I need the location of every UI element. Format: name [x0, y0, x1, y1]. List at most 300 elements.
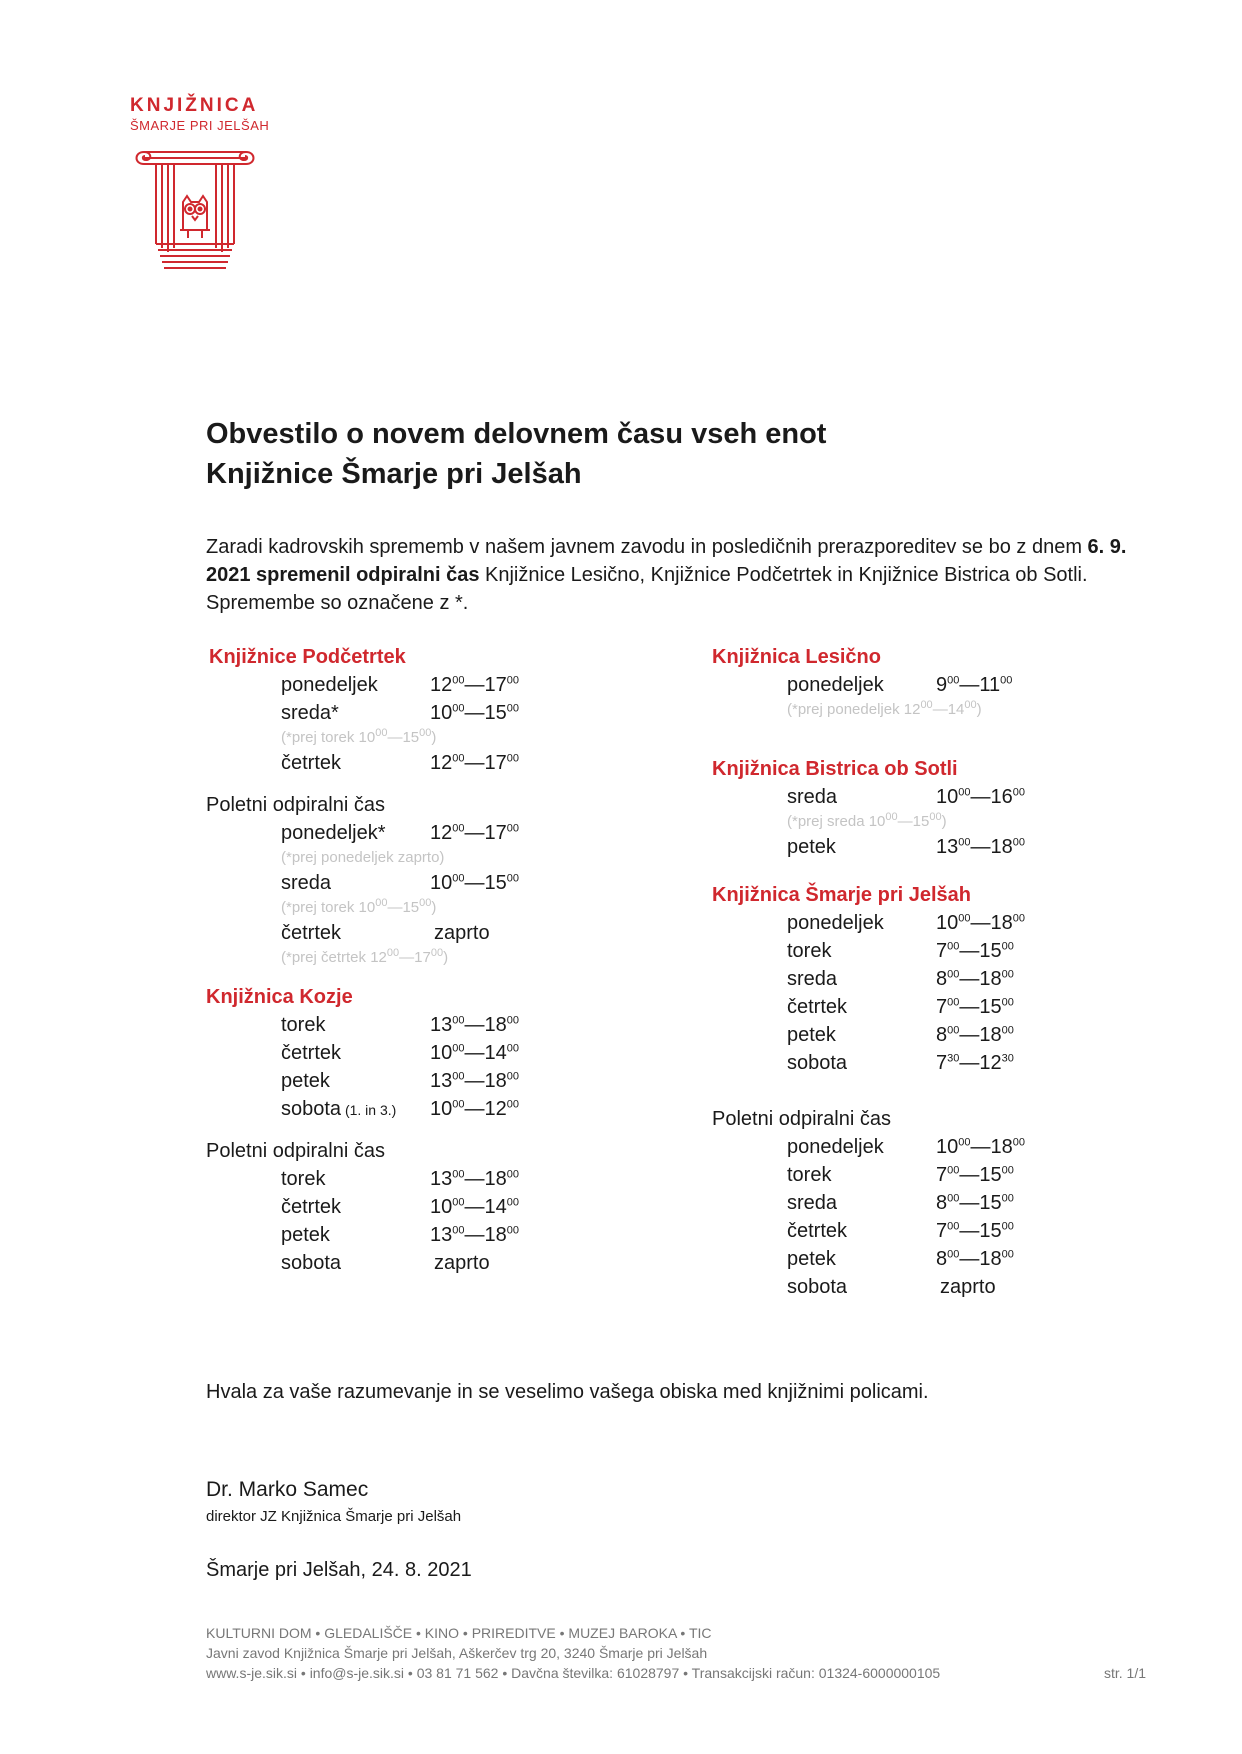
hour-dash: — — [959, 968, 980, 990]
hour-from: 7 — [936, 996, 948, 1018]
hour-from: 10 — [430, 1042, 453, 1064]
hour-to: 17 — [484, 822, 507, 844]
day-label — [787, 1049, 847, 1077]
minute-from: 00 — [947, 1164, 960, 1177]
footer-line-1: KULTURNI DOM • GLEDALIŠČE • KINO • PRIREDITVE • MUZEJ BAROKA • TIC — [206, 1625, 712, 1641]
signature-role: direktor JZ Knjižnica Šmarje pri Jelšah — [206, 1508, 462, 1525]
opening-hours — [936, 783, 1025, 811]
intro-text-1: Zaradi kadrovskih sprememb v našem javnem zavodu in posledičnih prerazporeditev se bo z dnem — [206, 536, 1088, 558]
schedule-row — [712, 833, 1182, 861]
hour-to: 18 — [990, 1136, 1013, 1158]
hour-from: 8 — [936, 1024, 948, 1046]
day-label — [787, 937, 831, 965]
hour-from: 12 — [430, 674, 453, 696]
hour-dash: — — [959, 674, 980, 696]
minute-to: 00 — [506, 1196, 519, 1209]
minute-from: 00 — [452, 872, 465, 885]
hour-from: 7 — [936, 1220, 948, 1242]
schedule-row — [206, 1193, 676, 1221]
hour-to: 18 — [484, 1070, 507, 1092]
day-name: četrtek — [281, 922, 342, 944]
note-text: —14 — [932, 701, 965, 718]
note-text: —17 — [399, 949, 431, 966]
schedule-row — [712, 671, 1182, 699]
schedule-row — [206, 919, 676, 947]
hour-dash: — — [464, 872, 485, 894]
hour-dash: — — [959, 1024, 980, 1046]
hour-dash: — — [959, 1220, 980, 1242]
opening-hours — [430, 869, 519, 897]
day-label — [787, 1273, 847, 1301]
day-name: torek — [787, 940, 832, 962]
hour-dash: — — [959, 940, 980, 962]
schedule-row — [712, 1049, 1182, 1077]
opening-hours — [430, 1193, 519, 1221]
schedule-row — [712, 909, 1182, 937]
minute-to: 00 — [506, 872, 519, 885]
minute-from: 00 — [452, 1224, 465, 1237]
day-name: ponedeljek — [787, 1136, 884, 1158]
opening-hours — [936, 1133, 1025, 1161]
minute-from: 00 — [947, 940, 960, 953]
hour-from: 7 — [936, 1164, 948, 1186]
minute-from: 00 — [958, 912, 971, 925]
day-name: ponedeljek — [787, 674, 884, 696]
minute-from: 00 — [452, 822, 465, 835]
minute-from: 00 — [958, 786, 971, 799]
minute-to: 00 — [1001, 1220, 1014, 1233]
minute-from: 00 — [452, 1070, 465, 1083]
right-column — [712, 643, 1182, 1301]
day-label — [281, 1193, 341, 1221]
note-text: ) — [941, 813, 947, 830]
opening-hours — [430, 671, 519, 699]
minute-to: 00 — [1000, 674, 1013, 687]
lesicno-schedule — [712, 671, 1182, 721]
hour-from: 10 — [430, 1196, 453, 1218]
note-text: —15 — [897, 813, 930, 830]
day-name: četrtek — [787, 1220, 848, 1242]
opening-hours — [430, 1165, 519, 1193]
title-line-2: Knjižnice Šmarje pri Jelšah — [206, 458, 582, 490]
opening-hours — [430, 1095, 519, 1123]
hour-to: 18 — [990, 836, 1013, 858]
note-sup: 00 — [386, 947, 400, 959]
day-name: sreda — [787, 1192, 838, 1214]
day-label — [281, 869, 331, 897]
day-label — [787, 965, 837, 993]
opening-hours — [936, 1189, 1014, 1217]
minute-from: 00 — [452, 1014, 465, 1027]
minute-to: 00 — [1001, 1248, 1014, 1261]
hour-to: 11 — [979, 674, 1001, 696]
schedule-row — [712, 1189, 1182, 1217]
hour-from: 10 — [430, 702, 453, 724]
hour-to: 17 — [484, 752, 507, 774]
smarje-summer-schedule — [712, 1133, 1182, 1301]
hour-dash: — — [970, 836, 991, 858]
day-name: petek — [787, 836, 836, 858]
minute-from: 00 — [452, 1042, 465, 1055]
hour-to: 18 — [484, 1014, 507, 1036]
library-logo — [130, 96, 290, 270]
day-name: sobota — [787, 1276, 848, 1298]
intro-paragraph — [206, 533, 1156, 617]
schedule-row — [206, 749, 676, 777]
hour-dash: — — [464, 822, 485, 844]
hour-to: 12 — [484, 1098, 507, 1120]
schedule-row — [712, 937, 1182, 965]
minute-from: 00 — [452, 1168, 465, 1181]
minute-to: 00 — [1012, 836, 1025, 849]
schedule-row — [206, 1011, 676, 1039]
opening-hours — [936, 1217, 1014, 1245]
minute-from: 00 — [947, 1220, 960, 1233]
day-name: sobota — [281, 1252, 342, 1274]
hour-from: 10 — [430, 872, 453, 894]
note-sup: 00 — [430, 947, 444, 959]
intro-text-2: Knjižnice Lesično, Knjižnice Podčetrtek in Knjižnice Bistrica ob Sotli. Spremembe so označene z *. — [206, 564, 1088, 614]
place-date: Šmarje pri Jelšah, 24. 8. 2021 — [206, 1559, 472, 1581]
day-name: sreda — [281, 872, 332, 894]
day-label — [787, 1161, 831, 1189]
hour-from: 12 — [430, 752, 453, 774]
day-label — [281, 1067, 330, 1095]
hour-dash: — — [464, 1168, 485, 1190]
day-label — [281, 1039, 341, 1067]
schedule-note — [712, 811, 1182, 833]
hour-from: 7 — [936, 1052, 948, 1074]
schedule-row — [206, 1249, 676, 1277]
schedule-note — [206, 947, 676, 969]
summer-heading-smarje: Poletni odpiralni čas — [712, 1108, 891, 1130]
note-text: —15 — [387, 729, 420, 746]
kozje-summer-schedule — [206, 1165, 676, 1277]
minute-to: 00 — [1012, 786, 1025, 799]
hour-to: 12 — [979, 1052, 1002, 1074]
note-text: (*prej torek 10 — [281, 729, 376, 746]
hour-to: 18 — [484, 1224, 507, 1246]
opening-hours — [430, 1039, 519, 1067]
hour-to: 18 — [979, 1024, 1002, 1046]
day-name: torek — [787, 1164, 832, 1186]
opening-hours — [430, 1067, 519, 1095]
schedule-note — [206, 727, 676, 749]
day-name: petek — [281, 1070, 330, 1092]
hour-dash: — — [970, 786, 991, 808]
day-name: četrtek — [281, 752, 342, 774]
minute-to: 00 — [506, 752, 519, 765]
minute-to: 00 — [506, 1070, 519, 1083]
minute-to: 00 — [1001, 1024, 1014, 1037]
day-label — [787, 1189, 837, 1217]
kozje-schedule — [206, 1011, 676, 1123]
hour-from: 9 — [936, 674, 948, 696]
opening-hours — [430, 699, 519, 727]
schedule-row — [206, 671, 676, 699]
day-name: ponedeljek* — [281, 822, 386, 844]
hour-dash: — — [959, 1192, 980, 1214]
hour-dash: — — [970, 912, 991, 934]
hour-from: 8 — [936, 1192, 948, 1214]
day-label — [281, 1165, 325, 1193]
minute-from: 00 — [452, 674, 465, 687]
closed-label: zaprto — [434, 1252, 490, 1274]
minute-to: 00 — [506, 822, 519, 835]
schedule-row — [206, 819, 676, 847]
note-sup: 00 — [885, 811, 898, 823]
day-label — [787, 1217, 847, 1245]
minute-from: 00 — [958, 836, 971, 849]
minute-to: 00 — [506, 1098, 519, 1111]
opening-hours — [936, 1049, 1014, 1077]
hour-dash: — — [464, 752, 485, 774]
day-name: sreda — [787, 786, 838, 808]
minute-to: 00 — [1001, 968, 1014, 981]
schedule-row — [206, 1095, 676, 1123]
minute-to: 00 — [1012, 1136, 1025, 1149]
hour-to: 18 — [990, 912, 1013, 934]
day-label — [787, 909, 884, 937]
hour-dash: — — [970, 1136, 991, 1158]
minute-from: 00 — [947, 996, 960, 1009]
day-label — [281, 1011, 325, 1039]
day-name: petek — [787, 1248, 836, 1270]
footer-line-2: Javni zavod Knjižnica Šmarje pri Jelšah, Aškerčev trg 20, 3240 Šmarje pri Jelšah — [206, 1645, 708, 1661]
hour-to: 17 — [484, 674, 507, 696]
schedule-note — [206, 897, 676, 919]
hour-dash: — — [464, 674, 485, 696]
schedule-row — [206, 1165, 676, 1193]
minute-to: 00 — [1001, 1192, 1014, 1205]
opening-hours — [936, 1021, 1014, 1049]
note-text: —15 — [387, 899, 420, 916]
footer — [206, 1623, 940, 1683]
note-sup: 00 — [964, 699, 977, 711]
hour-dash: — — [959, 1248, 980, 1270]
logo-subname: ŠMARJE PRI JELŠAH — [130, 118, 270, 133]
day-name: sobota — [281, 1098, 342, 1120]
schedule-note — [712, 699, 1182, 721]
schedule-row — [712, 1217, 1182, 1245]
schedule-row — [712, 1273, 1182, 1301]
hour-from: 10 — [936, 786, 959, 808]
minute-from: 00 — [452, 702, 465, 715]
schedule-row — [712, 1245, 1182, 1273]
opening-hours — [430, 1011, 519, 1039]
day-label — [281, 1095, 396, 1124]
hour-dash: — — [464, 1014, 485, 1036]
day-label — [281, 1249, 341, 1277]
hour-from: 10 — [936, 912, 959, 934]
hour-to: 15 — [979, 1164, 1002, 1186]
note-sup: 00 — [375, 897, 388, 909]
note-sup: 00 — [375, 727, 388, 739]
minute-to: 00 — [506, 1224, 519, 1237]
opening-hours — [936, 937, 1014, 965]
opening-hours — [430, 1221, 519, 1249]
note-text: (*prej torek 10 — [281, 899, 376, 916]
day-label — [281, 919, 341, 947]
logo-name: KNJIŽNICA — [130, 95, 259, 116]
hour-to: 15 — [979, 996, 1002, 1018]
podcetrtek-schedule — [206, 671, 676, 777]
day-label — [787, 993, 847, 1021]
schedule-row — [206, 1067, 676, 1095]
section-heading-lesicno: Knjižnica Lesično — [712, 646, 881, 668]
opening-hours — [936, 965, 1014, 993]
minute-from: 00 — [452, 1196, 465, 1209]
hour-from: 10 — [430, 1098, 453, 1120]
day-label — [281, 819, 386, 847]
minute-to: 00 — [506, 702, 519, 715]
minute-from: 00 — [947, 1248, 960, 1261]
opening-hours — [936, 1161, 1014, 1189]
day-label — [787, 671, 884, 699]
note-text: ) — [443, 949, 449, 966]
page-number: str. 1/1 — [1104, 1665, 1147, 1681]
hour-from: 13 — [430, 1070, 453, 1092]
schedule-row — [712, 783, 1182, 811]
day-name: ponedeljek — [281, 674, 378, 696]
note-sup: 00 — [419, 897, 432, 909]
day-name: ponedeljek — [787, 912, 884, 934]
hour-to: 16 — [990, 786, 1013, 808]
day-name: četrtek — [281, 1196, 342, 1218]
podcetrtek-summer-schedule — [206, 819, 676, 969]
day-label — [281, 671, 378, 699]
minute-to: 00 — [506, 1014, 519, 1027]
day-label — [281, 749, 341, 777]
closed-label: zaprto — [434, 922, 490, 944]
smarje-schedule — [712, 909, 1182, 1077]
summer-heading-podcetrtek: Poletni odpiralni čas — [206, 794, 385, 816]
minute-from: 00 — [452, 752, 465, 765]
hour-from: 8 — [936, 968, 948, 990]
minute-to: 00 — [506, 674, 519, 687]
hour-dash: — — [464, 1098, 485, 1120]
minute-to: 00 — [1001, 996, 1014, 1009]
title-line-1: Obvestilo o novem delovnem času vseh enot — [206, 418, 827, 450]
day-name: torek — [281, 1168, 326, 1190]
day-label — [787, 1245, 836, 1273]
section-heading-podcetrtek: Knjižnice Podčetrtek — [209, 646, 406, 668]
minute-to: 00 — [1012, 912, 1025, 925]
schedule-row — [206, 869, 676, 897]
schedule-row — [206, 1221, 676, 1249]
day-label — [787, 1133, 884, 1161]
schedule-row — [712, 965, 1182, 993]
day-name: torek — [281, 1014, 326, 1036]
column-owl-icon — [130, 150, 260, 270]
note-sup: 00 — [920, 699, 933, 711]
hour-from: 13 — [430, 1014, 453, 1036]
section-heading-smarje: Knjižnica Šmarje pri Jelšah — [712, 884, 971, 906]
hour-from: 12 — [430, 822, 453, 844]
hour-dash: — — [959, 1164, 980, 1186]
hour-from: 13 — [430, 1224, 453, 1246]
intro-bold: 6. 9. 2021 spremenil odpiralni čas — [206, 536, 1127, 586]
minute-to: 00 — [1001, 1164, 1014, 1177]
thanks-text: Hvala za vaše razumevanje in se veselimo vašega obiska med knjižnimi policami. — [206, 1381, 929, 1403]
minute-to: 30 — [1001, 1052, 1014, 1065]
hour-to: 15 — [979, 1192, 1002, 1214]
hour-from: 7 — [936, 940, 948, 962]
hour-to: 18 — [979, 968, 1002, 990]
closed-label: zaprto — [940, 1276, 996, 1298]
schedule-row — [712, 1161, 1182, 1189]
note-text: (*prej četrtek 12 — [281, 949, 387, 966]
minute-to: 00 — [506, 1042, 519, 1055]
minute-to: 00 — [1001, 940, 1014, 953]
minute-from: 00 — [947, 1192, 960, 1205]
opening-hours — [936, 671, 1012, 699]
minute-from: 00 — [947, 674, 960, 687]
day-label — [787, 1021, 836, 1049]
opening-hours — [936, 1245, 1014, 1273]
schedule-row — [712, 993, 1182, 1021]
schedule-row — [712, 1021, 1182, 1049]
day-name: sreda* — [281, 702, 339, 724]
minute-from: 30 — [947, 1052, 960, 1065]
day-label — [787, 783, 837, 811]
day-label — [281, 1221, 330, 1249]
opening-hours — [936, 833, 1025, 861]
minute-from: 00 — [947, 968, 960, 981]
schedule-row — [712, 1133, 1182, 1161]
hour-from: 13 — [430, 1168, 453, 1190]
hour-to: 18 — [484, 1168, 507, 1190]
note-text: ) — [431, 899, 437, 916]
opening-hours — [936, 993, 1014, 1021]
hour-dash: — — [464, 1196, 485, 1218]
minute-from: 00 — [958, 1136, 971, 1149]
schedule-row — [206, 1039, 676, 1067]
note-sup: 00 — [419, 727, 432, 739]
hour-to: 14 — [484, 1196, 507, 1218]
hour-from: 10 — [936, 1136, 959, 1158]
opening-hours — [936, 909, 1025, 937]
minute-from: 00 — [947, 1024, 960, 1037]
note-sup: 00 — [929, 811, 942, 823]
hour-to: 15 — [979, 940, 1002, 962]
hour-dash: — — [464, 1224, 485, 1246]
day-name: sobota — [787, 1052, 848, 1074]
day-label — [787, 833, 836, 861]
note-text: (*prej ponedeljek zaprto) — [281, 849, 445, 866]
hour-to: 15 — [979, 1220, 1002, 1242]
day-label — [281, 699, 339, 727]
hour-to: 18 — [979, 1248, 1002, 1270]
schedule-note — [206, 847, 676, 869]
hour-dash: — — [464, 1042, 485, 1064]
note-text: ) — [431, 729, 437, 746]
summer-heading-kozje: Poletni odpiralni čas — [206, 1140, 385, 1162]
hour-from: 8 — [936, 1248, 948, 1270]
hour-from: 13 — [936, 836, 959, 858]
day-name: četrtek — [281, 1042, 342, 1064]
hour-to: 14 — [484, 1042, 507, 1064]
left-column — [206, 643, 676, 1277]
section-heading-kozje: Knjižnica Kozje — [206, 986, 353, 1008]
hour-dash: — — [959, 996, 980, 1018]
hour-to: 15 — [484, 872, 507, 894]
section-heading-bistrica: Knjižnica Bistrica ob Sotli — [712, 758, 958, 780]
note-text: ) — [976, 701, 982, 718]
day-name: petek — [787, 1024, 836, 1046]
opening-hours — [430, 819, 519, 847]
day-name: sreda — [787, 968, 838, 990]
